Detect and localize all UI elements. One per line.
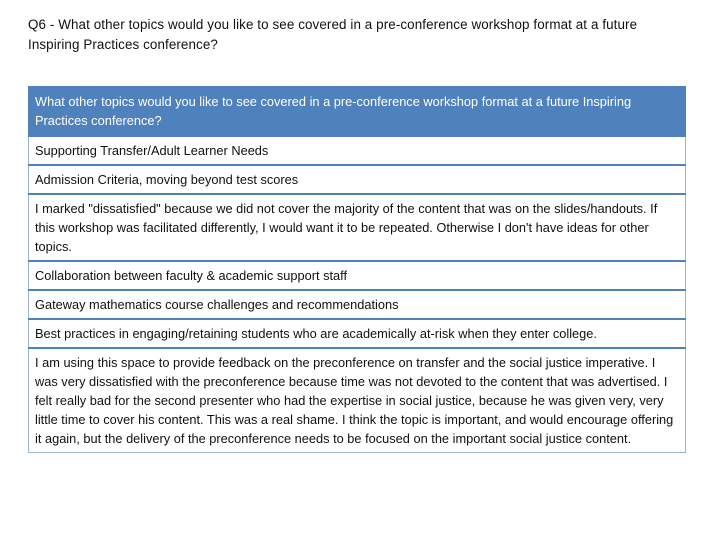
response-cell: Supporting Transfer/Adult Learner Needs — [29, 136, 686, 165]
response-cell: Collaboration between faculty & academic support staff — [29, 261, 686, 290]
table-row — [29, 194, 686, 261]
response-cell: Gateway mathematics course challenges and recommendations — [29, 290, 686, 319]
table-row — [29, 348, 686, 453]
table-row — [29, 261, 686, 290]
response-cell: I marked "dissatisfied" because we did not cover the majority of the content that was on the slides/handouts. If this workshop was facilitated differently, I would want it to be repeated. Otherwise I don't have ideas for other topics. — [29, 194, 686, 261]
table-row — [29, 136, 686, 165]
responses-table — [28, 86, 686, 453]
response-cell: I am using this space to provide feedback on the preconference on transfer and the social justice imperative. I was very dissatisfied with the preconference because time was not devoted to the content that was advertised. I felt really bad for the second presenter who had the expertise in social justice, because he was given very, very little time to cover his content. This was a real shame. I think the topic is important, and would encourage offering it again, but the delivery of the preconference needs to be focused on the important social justice content. — [29, 348, 686, 453]
question-title: Q6 - What other topics would you like to see covered in a pre-conference workshop format at a future Inspiring Practices conference? — [28, 17, 638, 52]
table-row — [29, 319, 686, 348]
table-row — [29, 290, 686, 319]
table-header-row — [29, 87, 686, 137]
table-row — [29, 165, 686, 194]
response-cell: Best practices in engaging/retaining students who are academically at-risk when they enter college. — [29, 319, 686, 348]
table-header: What other topics would you like to see covered in a pre-conference workshop format at a future Inspiring Practices conference? — [29, 87, 686, 137]
response-cell: Admission Criteria, moving beyond test scores — [29, 165, 686, 194]
